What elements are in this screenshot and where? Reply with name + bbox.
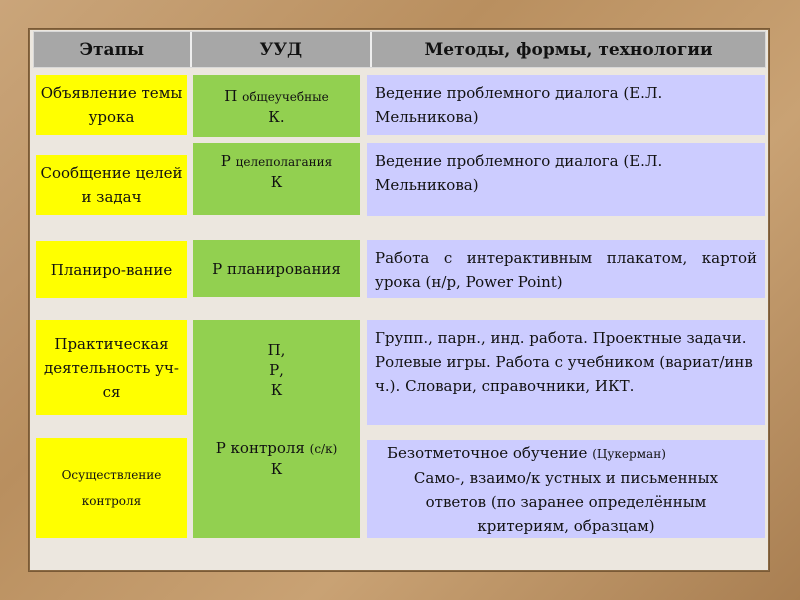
- header-uud: УУД: [192, 32, 373, 67]
- uud-row-5-line1: [216, 438, 338, 459]
- uud-row-2-small: целеполагания: [235, 155, 333, 169]
- uud-row-5-small: (с/к): [309, 442, 338, 456]
- uud-row-1-line2: К.: [268, 107, 285, 126]
- uud-row-5-line2: К: [270, 460, 283, 478]
- method-row-5-small: (Цукерман): [592, 446, 666, 461]
- uud-row-4-5: [193, 320, 360, 538]
- uud-row-1: [193, 75, 360, 137]
- uud-row-1-line1: [224, 86, 329, 107]
- uud-row-2-line1: [221, 151, 332, 172]
- method-row-3: Работа с интерактивным плакатом, картой урока (н/р, Power Point): [367, 240, 765, 298]
- uud-row-3: Р планирования: [193, 240, 360, 297]
- stage-practice: Практическая деятельность уч-ся: [36, 320, 187, 415]
- uud-row-5-main: Р контроля: [215, 439, 305, 457]
- uud-row-4-line1: П,: [267, 341, 286, 359]
- method-row-5-rest: Само-, взаимо/к устных и письменных ответов (по заранее определённым критериям, образцам): [413, 468, 719, 535]
- uud-row-2-line2: К: [270, 173, 283, 191]
- stage-planning: Планиро-вание: [36, 241, 187, 298]
- stage-control: Осуществление контроля: [36, 438, 187, 538]
- stage-announcement: Объявление темы урока: [36, 75, 187, 135]
- method-row-5-line1: [387, 441, 666, 466]
- method-row-5: [367, 440, 765, 538]
- header-methods: Методы, формы, технологии: [424, 39, 713, 60]
- uud-row-2-main: Р: [220, 152, 231, 170]
- uud-row-4-line3: К: [270, 381, 283, 399]
- stage-goals: Сообщение целей и задач: [36, 155, 187, 215]
- uud-row-4-line2: Р,: [269, 361, 284, 379]
- method-row-5-main: Безотметочное обучение: [387, 443, 588, 462]
- uud-row-1-small: общеучебные: [242, 89, 329, 104]
- uud-row-2: [193, 143, 360, 215]
- method-row-2: Ведение проблемного диалога (Е.Л. Мельникова): [367, 143, 765, 216]
- table-header: [33, 31, 766, 68]
- method-row-1: Ведение проблемного диалога (Е.Л. Мельникова): [367, 75, 765, 135]
- method-row-4: Групп., парн., инд. работа. Проектные задачи. Ролевые игры. Работа с учебником (вариат/инв ч.). Словари, справочники, ИКТ.: [367, 320, 765, 425]
- uud-row-1-main: П: [224, 86, 238, 105]
- header-stages: Этапы: [34, 32, 192, 67]
